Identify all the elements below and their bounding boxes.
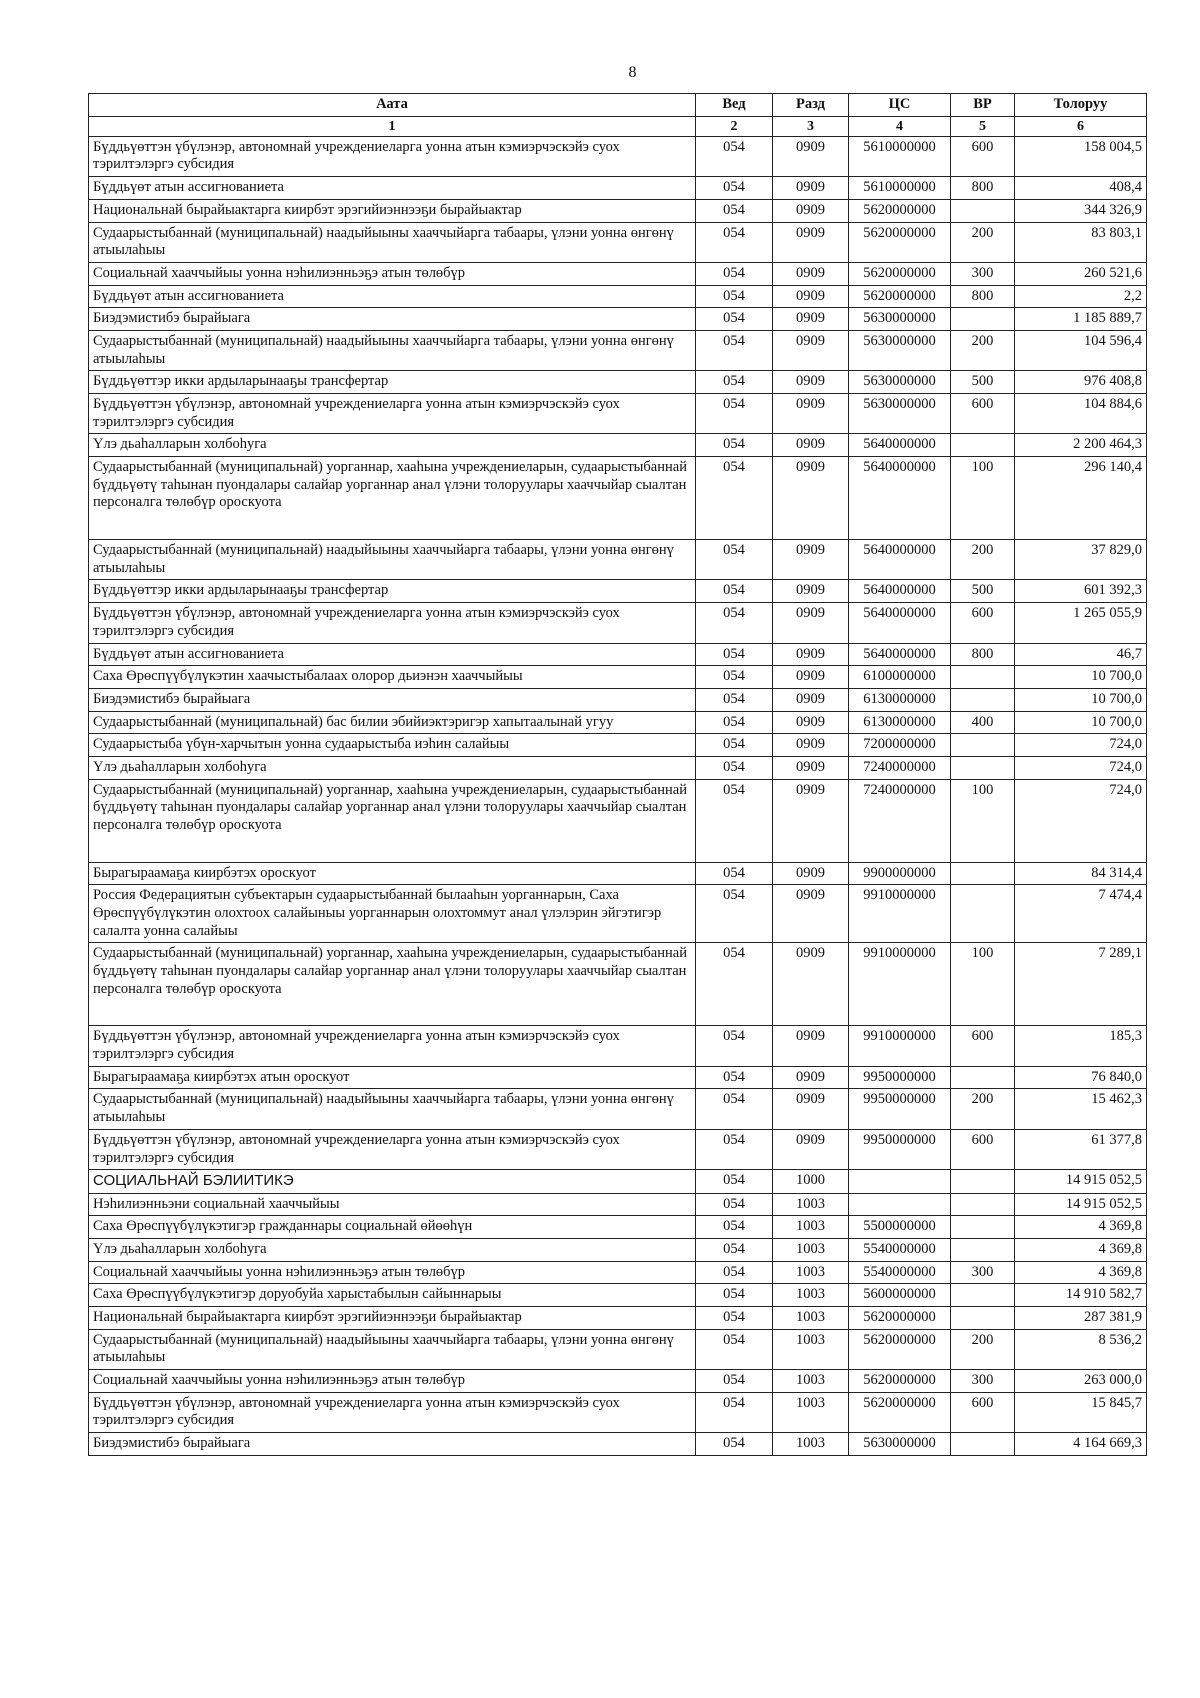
column-header-vr: ВР [951, 94, 1015, 117]
row-vr [951, 885, 1015, 943]
table-row [89, 643, 1147, 666]
row-name: Үлэ дьаһалларын холбоһуга [89, 434, 696, 457]
row-vr [951, 434, 1015, 457]
row-total: 46,7 [1015, 643, 1147, 666]
table-row [89, 285, 1147, 308]
table-row [89, 862, 1147, 885]
table-row [89, 756, 1147, 779]
row-razd: 0909 [773, 394, 849, 434]
table-row [89, 540, 1147, 580]
row-total: 10 700,0 [1015, 688, 1147, 711]
row-razd: 1003 [773, 1261, 849, 1284]
row-cs: 5620000000 [849, 199, 951, 222]
budget-table-body [89, 136, 1147, 1455]
row-cs: 7240000000 [849, 779, 951, 862]
row-cs [849, 1170, 951, 1193]
row-total: 287 381,9 [1015, 1306, 1147, 1329]
row-name: Судаарыстыбаннай (муниципальнай) наадыйыыны хааччыйарга табаары, үлэни уонна өнгөнү атыылаһыы [89, 1089, 696, 1129]
row-total: 158 004,5 [1015, 136, 1147, 176]
budget-table [88, 93, 1147, 1456]
row-cs: 9950000000 [849, 1066, 951, 1089]
row-razd: 1003 [773, 1216, 849, 1239]
row-ved: 054 [696, 199, 773, 222]
row-ved: 054 [696, 1066, 773, 1089]
row-vr: 800 [951, 643, 1015, 666]
row-vr: 200 [951, 1329, 1015, 1369]
row-ved: 054 [696, 943, 773, 1026]
row-ved: 054 [696, 434, 773, 457]
row-vr: 200 [951, 330, 1015, 370]
row-name: Бүддьүөттэр икки ардыларынааҕы трансфертар [89, 371, 696, 394]
row-ved: 054 [696, 1392, 773, 1432]
row-vr [951, 1170, 1015, 1193]
row-total: 4 369,8 [1015, 1261, 1147, 1284]
row-name: Судаарыстыбаннай (муниципальнай) бас билии эбийиэктэригэр хапытаалынай угуу [89, 711, 696, 734]
row-cs: 5640000000 [849, 580, 951, 603]
row-cs: 5640000000 [849, 457, 951, 540]
row-vr [951, 308, 1015, 331]
row-total: 104 884,6 [1015, 394, 1147, 434]
row-razd: 0909 [773, 666, 849, 689]
table-row [89, 603, 1147, 643]
row-vr [951, 1066, 1015, 1089]
row-cs: 5610000000 [849, 136, 951, 176]
row-vr: 200 [951, 222, 1015, 262]
row-vr: 500 [951, 580, 1015, 603]
row-ved: 054 [696, 666, 773, 689]
row-vr: 600 [951, 1129, 1015, 1169]
row-total: 724,0 [1015, 779, 1147, 862]
row-name: Судаарыстыбаннай (муниципальнай) наадыйыыны хааччыйарга табаары, үлэни уонна өнгөнү атыылаһыы [89, 330, 696, 370]
row-razd: 0909 [773, 177, 849, 200]
row-ved: 054 [696, 1238, 773, 1261]
row-vr: 300 [951, 1370, 1015, 1393]
row-cs: 5630000000 [849, 1433, 951, 1456]
row-vr [951, 1433, 1015, 1456]
row-name: Социальнай хааччыйыы уонна нэһилиэнньэҕэ атын төлөбүр [89, 262, 696, 285]
row-razd: 0909 [773, 885, 849, 943]
row-vr: 800 [951, 285, 1015, 308]
row-name: Судаарыстыба үбүн-харчытын уонна судаарыстыба иэһин салайыы [89, 734, 696, 757]
table-row [89, 1329, 1147, 1369]
row-ved: 054 [696, 734, 773, 757]
row-ved: 054 [696, 1170, 773, 1193]
row-name: Биэдэмистибэ бырайыага [89, 1433, 696, 1456]
row-razd: 0909 [773, 222, 849, 262]
row-cs: 5630000000 [849, 308, 951, 331]
row-name: Социальнай хааччыйыы уонна нэһилиэнньэҕэ атын төлөбүр [89, 1261, 696, 1284]
row-total: 14 915 052,5 [1015, 1193, 1147, 1216]
row-ved: 054 [696, 1284, 773, 1307]
row-vr [951, 756, 1015, 779]
row-razd: 1003 [773, 1370, 849, 1393]
row-vr: 200 [951, 1089, 1015, 1129]
row-ved: 054 [696, 222, 773, 262]
row-cs: 6100000000 [849, 666, 951, 689]
row-cs: 5600000000 [849, 1284, 951, 1307]
table-row [89, 434, 1147, 457]
row-vr: 300 [951, 1261, 1015, 1284]
row-vr: 600 [951, 136, 1015, 176]
row-name: Бүддьүөттэн үбүлэнэр, автономнай учреждениеларга уонна атын кэмиэрчэскэйэ суох тэрилтэлэргэ субсидия [89, 1129, 696, 1169]
row-total: 8 536,2 [1015, 1329, 1147, 1369]
row-razd: 0909 [773, 371, 849, 394]
table-row [89, 136, 1147, 176]
row-vr [951, 734, 1015, 757]
row-total: 601 392,3 [1015, 580, 1147, 603]
row-razd: 0909 [773, 457, 849, 540]
row-ved: 054 [696, 1306, 773, 1329]
table-row [89, 1089, 1147, 1129]
row-cs: 7200000000 [849, 734, 951, 757]
row-ved: 054 [696, 1329, 773, 1369]
row-cs: 6130000000 [849, 688, 951, 711]
table-row [89, 688, 1147, 711]
row-ved: 054 [696, 308, 773, 331]
row-vr [951, 862, 1015, 885]
row-vr: 200 [951, 540, 1015, 580]
row-name: Национальнай бырайыактарга киирбэт эрэгийиэннээҕи бырайыактар [89, 1306, 696, 1329]
row-total: 15 845,7 [1015, 1392, 1147, 1432]
row-vr [951, 666, 1015, 689]
row-cs: 9900000000 [849, 862, 951, 885]
row-total: 76 840,0 [1015, 1066, 1147, 1089]
row-total: 83 803,1 [1015, 222, 1147, 262]
row-ved: 054 [696, 603, 773, 643]
table-row [89, 711, 1147, 734]
row-ved: 054 [696, 885, 773, 943]
row-name: Үлэ дьаһалларын холбоһуга [89, 1238, 696, 1261]
row-ved: 054 [696, 1370, 773, 1393]
row-name: Бүддьүөт атын ассигнованиета [89, 643, 696, 666]
row-cs: 5620000000 [849, 285, 951, 308]
row-vr [951, 688, 1015, 711]
table-row [89, 580, 1147, 603]
row-razd: 0909 [773, 1089, 849, 1129]
row-cs: 7240000000 [849, 756, 951, 779]
column-header-razd: Разд [773, 94, 849, 117]
row-total: 10 700,0 [1015, 711, 1147, 734]
row-razd: 1003 [773, 1433, 849, 1456]
table-row [89, 1392, 1147, 1432]
table-row [89, 262, 1147, 285]
row-total: 14 915 052,5 [1015, 1170, 1147, 1193]
row-razd: 0909 [773, 580, 849, 603]
row-razd: 0909 [773, 756, 849, 779]
table-row [89, 308, 1147, 331]
row-vr: 500 [951, 371, 1015, 394]
row-razd: 0909 [773, 1066, 849, 1089]
row-cs: 5610000000 [849, 177, 951, 200]
table-row [89, 330, 1147, 370]
row-razd: 1003 [773, 1284, 849, 1307]
row-name: Национальнай бырайыактарга киирбэт эрэгийиэннээҕи бырайыактар [89, 199, 696, 222]
row-total: 296 140,4 [1015, 457, 1147, 540]
row-cs: 5630000000 [849, 371, 951, 394]
table-row [89, 371, 1147, 394]
row-name: Саха Өрөспүүбүлүкэтигэр гражданнары социальнай өйөөһүн [89, 1216, 696, 1239]
row-cs: 9950000000 [849, 1089, 951, 1129]
row-razd: 1003 [773, 1193, 849, 1216]
row-razd: 0909 [773, 540, 849, 580]
column-index: 4 [849, 116, 951, 136]
row-cs: 5500000000 [849, 1216, 951, 1239]
column-header-name: Аата [89, 94, 696, 117]
table-row [89, 394, 1147, 434]
row-total: 7 474,4 [1015, 885, 1147, 943]
row-total: 263 000,0 [1015, 1370, 1147, 1393]
row-name: Саха Өрөспүүбүлүкэтин хаачыстыбалаах олорор дьиэнэн хааччыйыы [89, 666, 696, 689]
column-header-cs: ЦС [849, 94, 951, 117]
row-vr: 100 [951, 457, 1015, 540]
row-cs: 9950000000 [849, 1129, 951, 1169]
row-total: 10 700,0 [1015, 666, 1147, 689]
page-number: 8 [628, 64, 637, 81]
row-ved: 054 [696, 779, 773, 862]
row-name: Судаарыстыбаннай (муниципальнай) уорганнар, хааһына учреждениеларын, судаарыстыбаннай бүддьүөтү таһынан пуондалары салайар уорганнар анал үлэни толоруулары хааччыйар сыалтан персоналга төлөбүр ороскуота [89, 779, 696, 862]
table-row [89, 1238, 1147, 1261]
row-name: Бүддьүөттэр икки ардыларынааҕы трансфертар [89, 580, 696, 603]
row-cs: 5620000000 [849, 1329, 951, 1369]
row-razd: 1003 [773, 1329, 849, 1369]
table-row [89, 885, 1147, 943]
row-razd: 0909 [773, 862, 849, 885]
row-cs: 9910000000 [849, 1026, 951, 1066]
row-name: Бүддьүөттэн үбүлэнэр, автономнай учреждениеларга уонна атын кэмиэрчэскэйэ суох тэрилтэлэргэ субсидия [89, 394, 696, 434]
row-cs: 5620000000 [849, 222, 951, 262]
row-razd: 0909 [773, 136, 849, 176]
row-name: Бырагыраамаҕа киирбэтэх ороскуот [89, 862, 696, 885]
row-name: Биэдэмистибэ бырайыага [89, 688, 696, 711]
row-ved: 054 [696, 1089, 773, 1129]
row-cs: 5620000000 [849, 1306, 951, 1329]
row-name: Бүддьүөт атын ассигнованиета [89, 285, 696, 308]
table-row [89, 666, 1147, 689]
column-index: 2 [696, 116, 773, 136]
row-total: 15 462,3 [1015, 1089, 1147, 1129]
column-index: 5 [951, 116, 1015, 136]
row-razd: 0909 [773, 308, 849, 331]
row-total: 84 314,4 [1015, 862, 1147, 885]
table-row [89, 457, 1147, 540]
row-ved: 054 [696, 177, 773, 200]
column-index: 3 [773, 116, 849, 136]
row-ved: 054 [696, 1193, 773, 1216]
row-total: 61 377,8 [1015, 1129, 1147, 1169]
row-razd: 1003 [773, 1306, 849, 1329]
row-razd: 0909 [773, 262, 849, 285]
row-name: Социальнай хааччыйыы уонна нэһилиэнньэҕэ атын төлөбүр [89, 1370, 696, 1393]
row-ved: 054 [696, 394, 773, 434]
row-ved: 054 [696, 285, 773, 308]
table-row [89, 1306, 1147, 1329]
row-name: Бүддьүөттэн үбүлэнэр, автономнай учреждениеларга уонна атын кэмиэрчэскэйэ суох тэрилтэлэргэ субсидия [89, 1392, 696, 1432]
row-name: Бүддьүөттэн үбүлэнэр, автономнай учреждениеларга уонна атын кэмиэрчэскэйэ суох тэрилтэлэргэ субсидия [89, 136, 696, 176]
row-name: Бырагыраамаҕа киирбэтэх атын ороскуот [89, 1066, 696, 1089]
column-index: 6 [1015, 116, 1147, 136]
column-header-total: Толоруу [1015, 94, 1147, 117]
table-row [89, 1129, 1147, 1169]
row-vr [951, 1306, 1015, 1329]
header-row [89, 94, 1147, 117]
row-name: СОЦИАЛЬНАЙ БЭЛИИТИКЭ [89, 1170, 696, 1193]
table-row [89, 1433, 1147, 1456]
table-row [89, 199, 1147, 222]
row-name: Бүддьүөттэн үбүлэнэр, автономнай учреждениеларга уонна атын кэмиэрчэскэйэ суох тэрилтэлэргэ субсидия [89, 1026, 696, 1066]
row-ved: 054 [696, 457, 773, 540]
table-row [89, 177, 1147, 200]
row-cs [849, 1193, 951, 1216]
row-ved: 054 [696, 262, 773, 285]
row-cs: 5640000000 [849, 603, 951, 643]
row-vr: 600 [951, 603, 1015, 643]
table-row [89, 1026, 1147, 1066]
row-cs: 5540000000 [849, 1238, 951, 1261]
table-row [89, 1066, 1147, 1089]
row-name: Судаарыстыбаннай (муниципальнай) уорганнар, хааһына учреждениеларын, судаарыстыбаннай бүддьүөтү таһынан пуондалары салайар уорганнар анал үлэни толоруулары хааччыйар сыалтан персоналга төлөбүр ороскуота [89, 457, 696, 540]
row-vr: 600 [951, 394, 1015, 434]
row-ved: 054 [696, 862, 773, 885]
row-vr [951, 1284, 1015, 1307]
row-total: 4 369,8 [1015, 1216, 1147, 1239]
row-vr: 800 [951, 177, 1015, 200]
row-total: 2,2 [1015, 285, 1147, 308]
row-razd: 0909 [773, 434, 849, 457]
row-razd: 1003 [773, 1392, 849, 1432]
row-name: Бүддьүөттэн үбүлэнэр, автономнай учреждениеларга уонна атын кэмиэрчэскэйэ суох тэрилтэлэргэ субсидия [89, 603, 696, 643]
column-header-ved: Вед [696, 94, 773, 117]
row-ved: 054 [696, 330, 773, 370]
row-total: 14 910 582,7 [1015, 1284, 1147, 1307]
row-vr: 400 [951, 711, 1015, 734]
row-name: Биэдэмистибэ бырайыага [89, 308, 696, 331]
row-ved: 054 [696, 371, 773, 394]
row-ved: 054 [696, 1433, 773, 1456]
row-name: Судаарыстыбаннай (муниципальнай) наадыйыыны хааччыйарга табаары, үлэни уонна өнгөнү атыылаһыы [89, 222, 696, 262]
row-total: 724,0 [1015, 756, 1147, 779]
column-index-row [89, 116, 1147, 136]
row-total: 4 164 669,3 [1015, 1433, 1147, 1456]
row-name: Судаарыстыбаннай (муниципальнай) наадыйыыны хааччыйарга табаары, үлэни уонна өнгөнү атыылаһыы [89, 1329, 696, 1369]
row-total: 408,4 [1015, 177, 1147, 200]
row-vr [951, 1193, 1015, 1216]
column-index: 1 [89, 116, 696, 136]
row-vr: 100 [951, 943, 1015, 1026]
row-name: Нэһилиэнньэни социальнай хааччыйыы [89, 1193, 696, 1216]
row-cs: 5640000000 [849, 434, 951, 457]
row-total: 4 369,8 [1015, 1238, 1147, 1261]
table-row [89, 222, 1147, 262]
row-name: Судаарыстыбаннай (муниципальнай) уорганнар, хааһына учреждениеларын, судаарыстыбаннай бүддьүөтү таһынан пуондалары салайар уорганнар анал үлэни толоруулары хааччыйар сыалтан персоналга төлөбүр ороскуота [89, 943, 696, 1026]
row-vr: 600 [951, 1392, 1015, 1432]
row-cs: 5640000000 [849, 540, 951, 580]
row-razd: 0909 [773, 1129, 849, 1169]
row-cs: 5620000000 [849, 262, 951, 285]
table-row [89, 1170, 1147, 1193]
row-total: 1 265 055,9 [1015, 603, 1147, 643]
table-row [89, 1216, 1147, 1239]
row-total: 2 200 464,3 [1015, 434, 1147, 457]
row-ved: 054 [696, 711, 773, 734]
row-cs: 9910000000 [849, 885, 951, 943]
row-razd: 0909 [773, 199, 849, 222]
row-total: 7 289,1 [1015, 943, 1147, 1026]
row-ved: 054 [696, 756, 773, 779]
table-row [89, 943, 1147, 1026]
row-total: 976 408,8 [1015, 371, 1147, 394]
row-ved: 054 [696, 580, 773, 603]
row-vr [951, 1216, 1015, 1239]
row-razd: 0909 [773, 943, 849, 1026]
row-razd: 0909 [773, 603, 849, 643]
row-razd: 1000 [773, 1170, 849, 1193]
row-name: Бүддьүөт атын ассигнованиета [89, 177, 696, 200]
row-ved: 054 [696, 136, 773, 176]
row-total: 260 521,6 [1015, 262, 1147, 285]
row-vr [951, 199, 1015, 222]
row-razd: 0909 [773, 1026, 849, 1066]
row-cs: 5630000000 [849, 394, 951, 434]
row-razd: 0909 [773, 285, 849, 308]
row-cs: 5640000000 [849, 643, 951, 666]
row-cs: 5630000000 [849, 330, 951, 370]
row-name: Судаарыстыбаннай (муниципальнай) наадыйыыны хааччыйарга табаары, үлэни уонна өнгөнү атыылаһыы [89, 540, 696, 580]
row-cs: 6130000000 [849, 711, 951, 734]
row-cs: 5620000000 [849, 1370, 951, 1393]
row-total: 344 326,9 [1015, 199, 1147, 222]
row-ved: 054 [696, 643, 773, 666]
row-ved: 054 [696, 1216, 773, 1239]
table-row [89, 1370, 1147, 1393]
row-total: 104 596,4 [1015, 330, 1147, 370]
row-razd: 0909 [773, 330, 849, 370]
row-ved: 054 [696, 1129, 773, 1169]
table-row [89, 1193, 1147, 1216]
row-total: 724,0 [1015, 734, 1147, 757]
row-vr [951, 1238, 1015, 1261]
row-vr: 300 [951, 262, 1015, 285]
table-row [89, 1284, 1147, 1307]
row-razd: 0909 [773, 711, 849, 734]
row-razd: 0909 [773, 688, 849, 711]
row-ved: 054 [696, 1026, 773, 1066]
row-ved: 054 [696, 688, 773, 711]
row-cs: 5620000000 [849, 1392, 951, 1432]
row-total: 37 829,0 [1015, 540, 1147, 580]
row-razd: 0909 [773, 734, 849, 757]
row-cs: 5540000000 [849, 1261, 951, 1284]
row-name: Үлэ дьаһалларын холбоһуга [89, 756, 696, 779]
row-name: Россия Федерациятын субъектарын судаарыстыбаннай былааһын уорганнарын, Саха Өрөспүүбүлүкэтин олохтоох салайыныы уорганнарын олохтоммут анал үлэлэрин эйгэтигэр салалта уонна салайыы [89, 885, 696, 943]
row-vr: 100 [951, 779, 1015, 862]
row-ved: 054 [696, 540, 773, 580]
row-total: 185,3 [1015, 1026, 1147, 1066]
row-razd: 0909 [773, 779, 849, 862]
row-vr: 600 [951, 1026, 1015, 1066]
table-row [89, 1261, 1147, 1284]
row-cs: 9910000000 [849, 943, 951, 1026]
table-row [89, 779, 1147, 862]
row-razd: 0909 [773, 643, 849, 666]
row-name: Саха Өрөспүүбүлүкэтигэр доруобуйа харыстабылын сайыннарыы [89, 1284, 696, 1307]
row-total: 1 185 889,7 [1015, 308, 1147, 331]
table-row [89, 734, 1147, 757]
row-razd: 1003 [773, 1238, 849, 1261]
row-ved: 054 [696, 1261, 773, 1284]
